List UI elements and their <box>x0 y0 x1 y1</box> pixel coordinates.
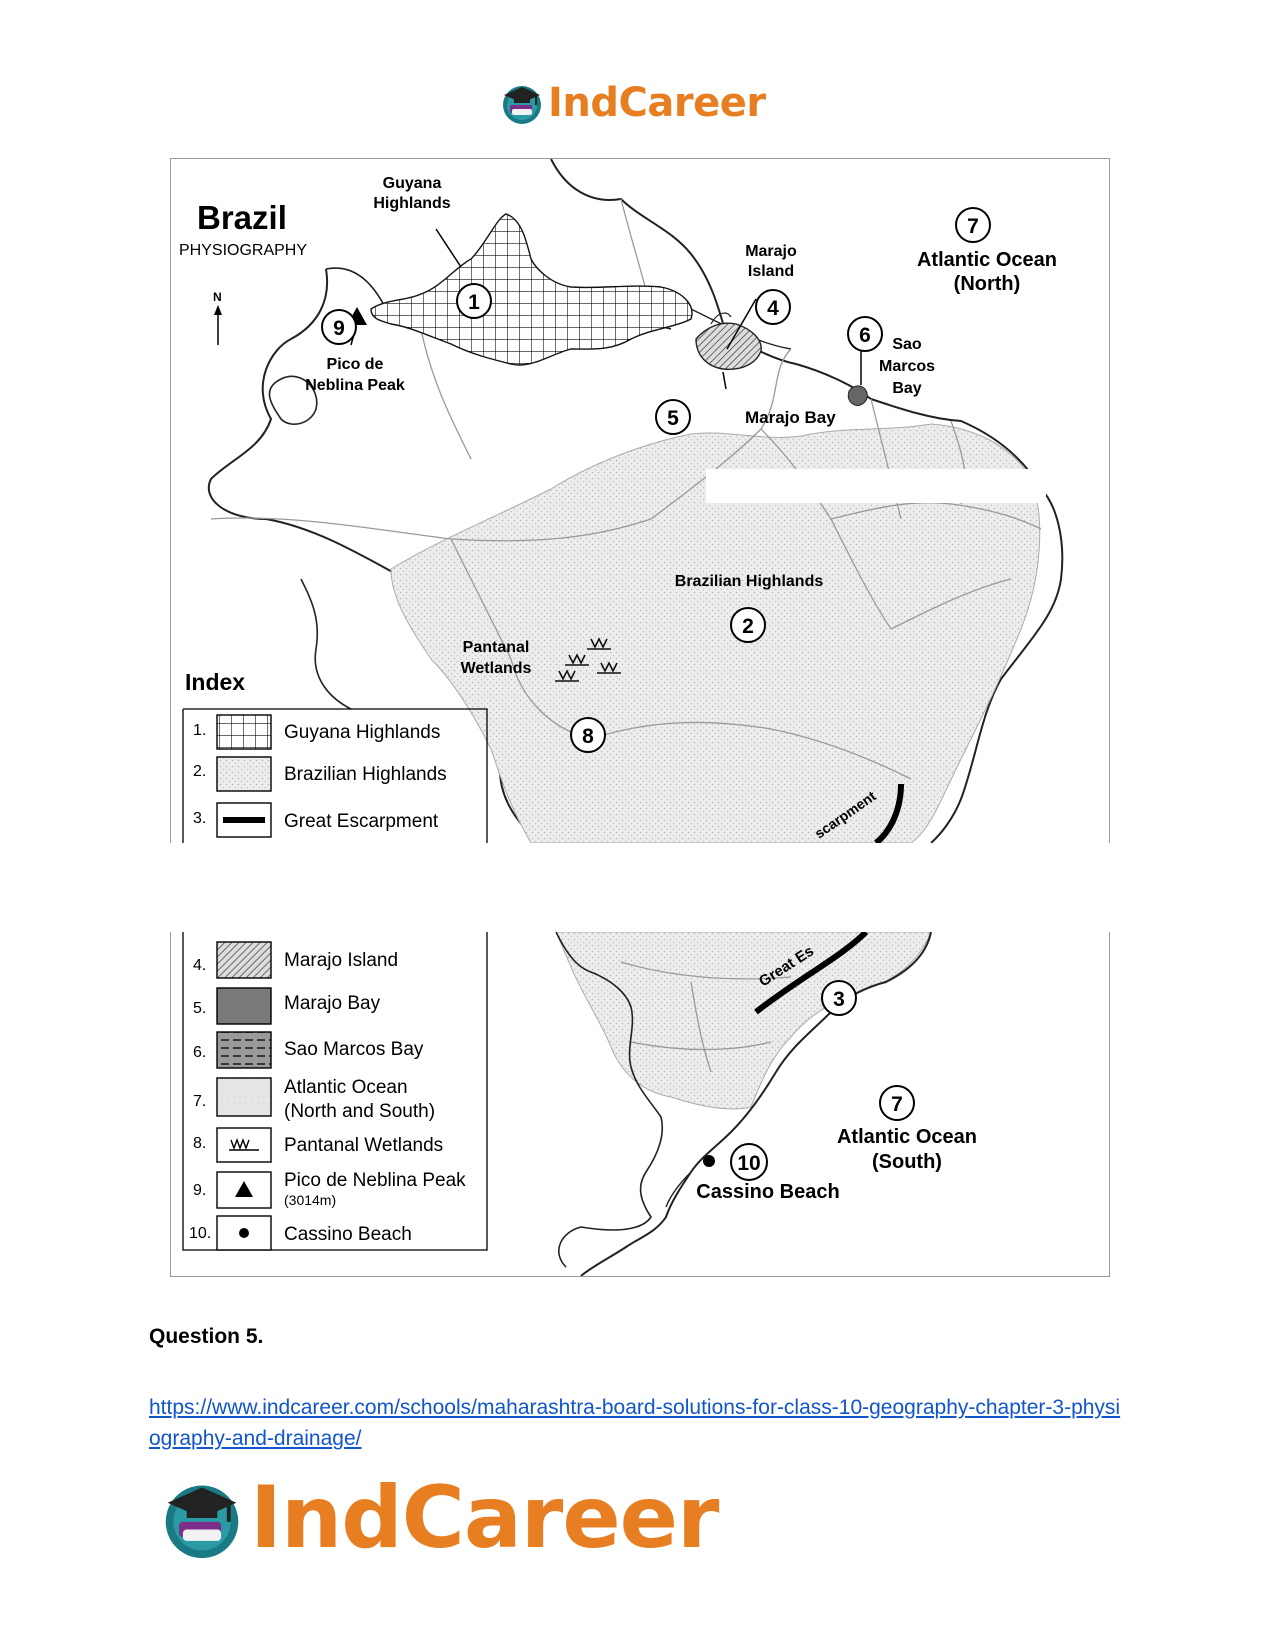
label-atlantic-north-1: Atlantic Ocean <box>916 249 1058 271</box>
label-pantanal-2: Wetlands <box>460 660 532 677</box>
index-item-label-7: Atlantic Ocean <box>284 1077 408 1098</box>
brazil-map-top-panel <box>170 158 1110 843</box>
svg-text:10.: 10. <box>189 1225 212 1242</box>
index-item-label-10: Cassino Beach <box>284 1224 412 1245</box>
svg-text:5.: 5. <box>193 1000 207 1017</box>
label-guyana-1: Guyana <box>382 175 442 192</box>
label-pico-2: Neblina Peak <box>305 377 405 394</box>
index-legend-top <box>183 669 487 843</box>
index-item-label-2: Brazilian Highlands <box>284 764 447 785</box>
label-sao-marcos-2: Marcos <box>878 358 936 375</box>
svg-text:1.: 1. <box>193 722 207 739</box>
label-sao-marcos-3: Bay <box>892 380 922 397</box>
brazilian-highlands-region-south <box>556 932 931 1109</box>
svg-text:6: 6 <box>859 324 871 347</box>
svg-text:9.: 9. <box>193 1182 207 1199</box>
svg-text:7: 7 <box>967 215 979 238</box>
label-marajo-island-1: Marajo <box>745 243 797 260</box>
marker-8 <box>571 718 605 752</box>
svg-text:10: 10 <box>737 1152 761 1175</box>
marker-3 <box>822 981 856 1015</box>
index-item-label-3: Great Escarpment <box>284 811 439 832</box>
svg-text:4: 4 <box>767 297 779 320</box>
label-atlantic-south-1: Atlantic Ocean <box>836 1126 978 1148</box>
marker-4 <box>756 290 790 324</box>
svg-text:3: 3 <box>833 988 845 1011</box>
svg-text:2: 2 <box>742 615 754 638</box>
svg-text:8.: 8. <box>193 1135 207 1152</box>
marker-2 <box>731 608 765 642</box>
svg-text:5: 5 <box>667 407 679 430</box>
graduation-cap-book-icon <box>160 1476 244 1560</box>
svg-text:4.: 4. <box>193 957 207 974</box>
indcareer-logo-top <box>500 80 766 126</box>
marker-10 <box>731 1144 767 1180</box>
marker-9 <box>322 310 356 344</box>
marker-7-north <box>956 208 990 242</box>
graduation-cap-book-icon <box>500 81 544 125</box>
label-guyana-2: Highlands <box>373 195 451 212</box>
svg-text:2.: 2. <box>193 763 207 780</box>
label-atlantic-north-2: (North) <box>953 273 1021 295</box>
svg-text:7.: 7. <box>193 1093 207 1110</box>
guyana-highlands-region <box>371 214 692 365</box>
sao-marcos-bay-region <box>848 386 867 405</box>
index-item-label-4: Marajo Island <box>284 950 399 971</box>
svg-text:6.: 6. <box>193 1044 207 1061</box>
index-item-label-5: Marajo Bay <box>284 993 381 1014</box>
logo-wordmark: IndCareer <box>250 1468 719 1568</box>
label-marajo-bay: Marajo Bay <box>745 408 836 427</box>
label-pantanal-1: Pantanal <box>462 639 530 656</box>
index-item-label-8: Pantanal Wetlands <box>284 1135 444 1156</box>
cassino-beach-marker <box>703 1155 715 1167</box>
svg-text:N: N <box>213 290 222 304</box>
index-item-label-9b: (3014m) <box>284 1192 337 1208</box>
escarpment-label-bottom: Great Es <box>755 942 817 991</box>
label-atlantic-south-2: (South) <box>872 1151 942 1173</box>
source-link[interactable]: https://www.indcareer.com/schools/maharashtra-board-solutions-for-class-10-geography-chapter-3-physiography-and-drainage/ <box>149 1396 1121 1450</box>
svg-text:8: 8 <box>582 725 594 748</box>
label-brazilian-highlands: Brazilian Highlands <box>674 573 824 590</box>
index-item-label-7b: (North and South) <box>284 1101 436 1122</box>
marker-1 <box>457 284 491 318</box>
label-cassino-beach: Cassino Beach <box>696 1181 840 1203</box>
index-item-label-6: Sao Marcos Bay <box>284 1039 424 1060</box>
brazil-map-top <box>171 159 1109 843</box>
label-marajo-island-2: Island <box>747 263 795 280</box>
svg-text:7: 7 <box>891 1093 903 1116</box>
brazil-map-bottom <box>171 932 1109 1276</box>
index-item-label-1: Guyana Highlands <box>284 722 441 743</box>
marker-7-south <box>880 1086 914 1120</box>
marker-6 <box>848 317 882 351</box>
escarpment-label-top: scarpment <box>811 787 879 842</box>
logo-wordmark: IndCareer <box>548 80 766 126</box>
map-title: Brazil <box>197 199 287 236</box>
svg-text:3.: 3. <box>193 810 207 827</box>
question-heading: Question 5. <box>149 1325 264 1348</box>
map-subtitle: PHYSIOGRAPHY <box>179 242 308 259</box>
index-legend-bottom <box>183 932 487 1250</box>
svg-text:1: 1 <box>468 291 480 314</box>
label-pico-1: Pico de <box>326 356 384 373</box>
marker-5 <box>656 400 690 434</box>
index-heading: Index <box>185 669 246 695</box>
indcareer-logo-bottom <box>160 1468 718 1568</box>
svg-text:9: 9 <box>333 317 345 340</box>
label-sao-marcos-1: Sao <box>892 336 922 353</box>
brazil-map-bottom-panel <box>170 932 1110 1277</box>
north-arrow-icon <box>213 290 222 345</box>
index-item-label-9: Pico de Neblina Peak <box>284 1170 466 1191</box>
